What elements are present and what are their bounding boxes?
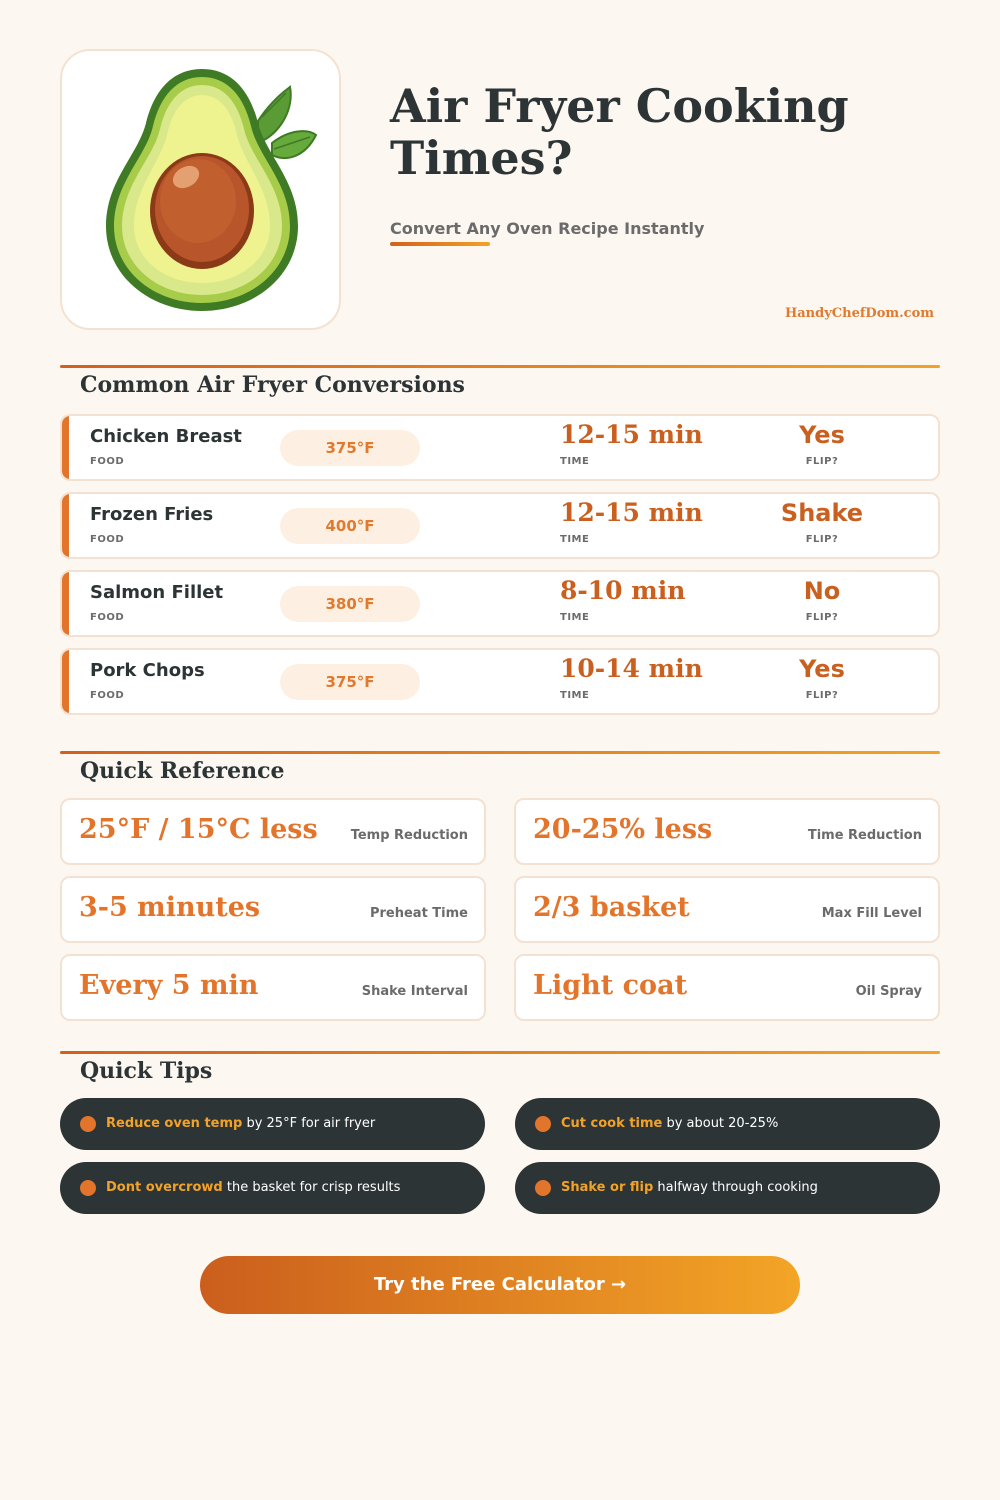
bullet-dot-icon [535,1180,551,1196]
conversion-row [60,492,940,559]
reference-value: 20-25% less [533,814,713,845]
page-title: Air Fryer Cooking Times? [390,79,849,185]
tip-text [106,1098,375,1150]
flip-label: FLIP? [805,690,839,701]
conversion-food: Pork Chops [90,660,205,681]
hero-image-card [60,49,341,330]
subtitle-underline [390,242,490,246]
bullet-dot-icon [535,1116,551,1132]
tip-pill [60,1098,485,1150]
conversion-flip: Yes [799,421,845,449]
conversion-food: Chicken Breast [90,426,242,447]
tip-highlight: Shake or flip [561,1180,654,1195]
food-label: FOOD [90,690,125,701]
reference-title: Quick Reference [80,758,285,784]
reference-card [514,798,940,865]
tip-highlight: Dont overcrowd [106,1180,223,1195]
reference-value: Every 5 min [79,970,259,1001]
conversion-time: 12-15 min [560,420,703,449]
time-label: TIME [560,534,590,545]
tip-highlight: Cut cook time [561,1116,663,1131]
reference-value: 2/3 basket [533,892,690,923]
brand-link[interactable]: HandyChefDom.com [784,306,934,321]
flip-label: FLIP? [805,534,839,545]
conversion-temp-badge: 380°F [280,586,420,622]
reference-value: 25°F / 15°C less [79,814,318,845]
reference-label: Shake Interval [361,984,468,999]
conversion-time: 10-14 min [560,654,703,683]
tip-rest: halfway through cooking [653,1180,818,1195]
reference-label: Max Fill Level [821,906,922,921]
reference-card [514,876,940,943]
conversion-flip: Yes [799,655,845,683]
conversion-food: Salmon Fillet [90,582,224,603]
time-label: TIME [560,456,590,467]
flip-label: FLIP? [805,456,839,467]
conversion-row [60,570,940,637]
conversion-row [60,414,940,481]
section-divider [60,1051,940,1054]
conversions-title: Common Air Fryer Conversions [80,372,465,398]
section-divider [60,751,940,754]
conversion-temp-badge: 400°F [280,508,420,544]
tip-pill [515,1162,940,1214]
reference-card [514,954,940,1021]
flip-label: FLIP? [805,612,839,623]
reference-label: Temp Reduction [350,828,468,843]
reference-label: Preheat Time [369,906,468,921]
row-accent-bar [62,416,69,479]
food-label: FOOD [90,534,125,545]
conversion-food: Frozen Fries [90,504,214,525]
conversion-temp-badge: 375°F [280,664,420,700]
bullet-dot-icon [80,1116,96,1132]
avocado-icon [62,51,343,332]
conversion-temp-badge: 375°F [280,430,420,466]
tip-text [106,1162,400,1214]
reference-value: Light coat [533,970,688,1001]
tip-pill [515,1098,940,1150]
row-accent-bar [62,494,69,557]
free-calculator-button[interactable]: Try the Free Calculator → [200,1256,800,1314]
tip-highlight: Reduce oven temp [106,1116,243,1131]
time-label: TIME [560,612,590,623]
bullet-dot-icon [80,1180,96,1196]
time-label: TIME [560,690,590,701]
row-accent-bar [62,572,69,635]
page-subtitle: Convert Any Oven Recipe Instantly [390,219,705,238]
food-label: FOOD [90,456,125,467]
reference-card [60,798,486,865]
reference-label: Oil Spray [855,984,922,999]
reference-value: 3-5 minutes [79,892,261,923]
reference-label: Time Reduction [807,828,922,843]
section-divider [60,365,940,368]
conversion-row [60,648,940,715]
food-label: FOOD [90,612,125,623]
tip-text [561,1098,778,1150]
conversion-time: 8-10 min [560,576,686,605]
tip-rest: by about 20-25% [662,1116,779,1131]
reference-card [60,876,486,943]
conversion-flip: Shake [780,499,864,527]
tip-rest: by 25°F for air fryer [242,1116,376,1131]
reference-card [60,954,486,1021]
tip-rest: the basket for crisp results [222,1180,401,1195]
conversion-time: 12-15 min [560,498,703,527]
tips-title: Quick Tips [80,1058,213,1084]
tip-text [561,1162,818,1214]
tip-pill [60,1162,485,1214]
row-accent-bar [62,650,69,713]
conversion-flip: No [803,577,841,605]
